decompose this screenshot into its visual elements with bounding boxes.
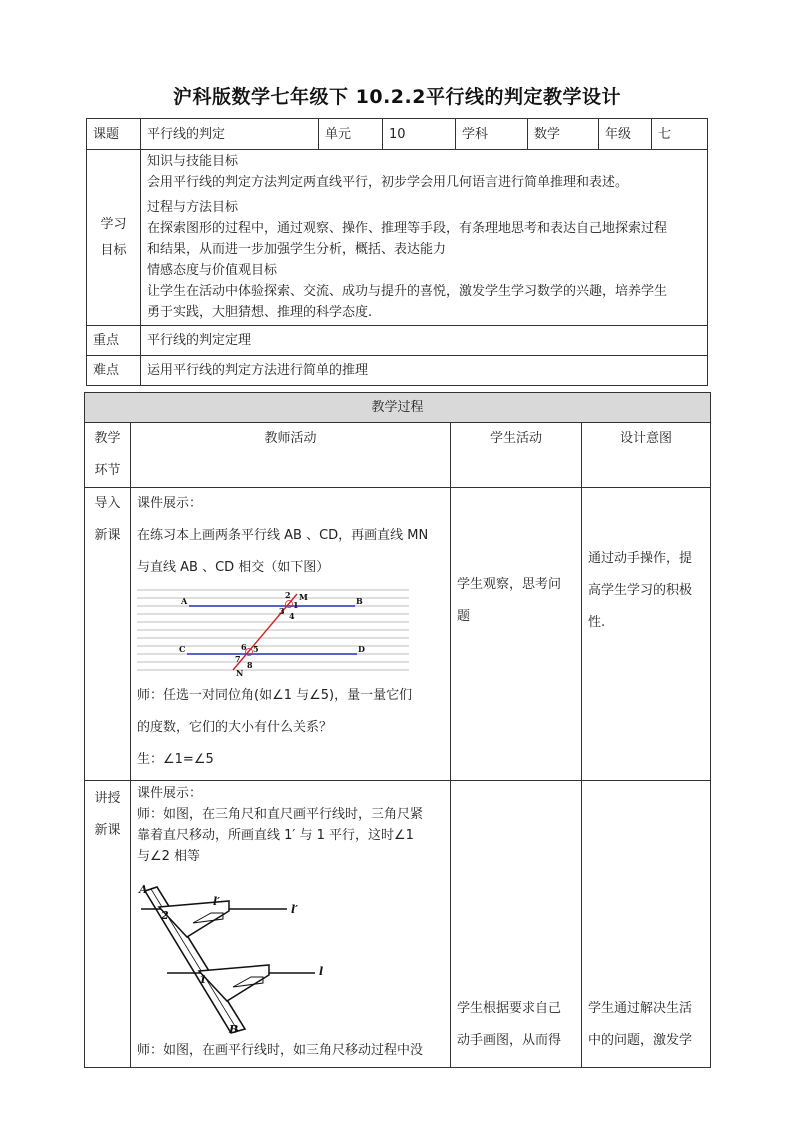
course-label: 课题 — [87, 119, 141, 150]
svg-text:7: 7 — [235, 654, 241, 664]
svg-text:l: l — [319, 965, 324, 978]
svg-text:l′: l′ — [291, 903, 299, 916]
goal-line: 会用平行线的判定方法判定两直线平行，初步学会用几何语言进行简单推理和表述。 — [147, 175, 629, 190]
course-value: 平行线的判定 — [141, 119, 319, 150]
design-intent-intro: 通过动手操作，提 高学生学习的积极 性. — [582, 488, 711, 781]
svg-text:N: N — [236, 668, 244, 678]
goal-line: 勇于实践，大胆猜想、推理的科学态度. — [147, 305, 373, 320]
svg-text:1: 1 — [199, 973, 207, 986]
svg-text:4: 4 — [289, 611, 295, 621]
svg-text:C: C — [179, 644, 186, 654]
goal-line: 知识与技能目标 — [147, 154, 239, 169]
svg-text:8: 8 — [247, 660, 253, 670]
difficulty-value: 运用平行线的判定方法进行简单的推理 — [141, 356, 708, 386]
unit-label: 单元 — [319, 119, 383, 150]
key-point-label: 重点 — [87, 326, 141, 356]
svg-text:5: 5 — [253, 644, 259, 654]
teacher-activity-intro: 课件展示： 在练习本上画两条平行线 AB 、CD，再画直线 MN 与直线 AB 、CD 相交（如下图） A B C D M N 2 1 3 4 6 5 7 8 师：任选一对同位角(如∠1 与∠5)，量一量它们 的度数，它们的大小有什么关系？ 生：∠1=∠5 — [131, 488, 451, 781]
lesson-info-table — [86, 118, 708, 386]
svg-text:2: 2 — [285, 590, 291, 600]
grade-label: 年级 — [599, 119, 652, 150]
goal-line: 和结果，从而进一步加强学生分析，概括、表达能力 — [147, 242, 447, 257]
svg-text:M: M — [299, 592, 308, 602]
difficulty-label: 难点 — [87, 356, 141, 386]
svg-text:B: B — [356, 596, 363, 606]
goal-line: 在探索图形的过程中，通过观察、操作、推理等手段，有条理地思考和表达自己地探索过程 — [147, 221, 668, 236]
svg-text:l′: l′ — [213, 895, 221, 908]
page-title: 沪科版数学七年级下 10.2.2平行线的判定教学设计 — [173, 86, 621, 108]
goals-content — [141, 150, 708, 326]
grade-value: 七 — [652, 119, 708, 150]
student-activity-intro: 学生观察，思考问 题 — [451, 488, 582, 781]
process-header: 教学过程 — [85, 393, 711, 423]
goal-line: 过程与方法目标 — [147, 200, 239, 215]
svg-text:3: 3 — [279, 606, 285, 616]
col-stage: 教学 环节 — [85, 423, 131, 488]
col-intent: 设计意图 — [582, 423, 711, 488]
goal-line: 情感态度与价值观目标 — [147, 263, 278, 278]
svg-text:A: A — [181, 596, 188, 606]
subject-value: 数学 — [528, 119, 599, 150]
svg-text:6: 6 — [241, 642, 247, 652]
student-activity-lecture: 学生根据要求自己 动手画图，从而得 — [451, 781, 582, 1068]
col-teacher: 教师活动 — [131, 423, 451, 488]
teacher-activity-lecture: 课件展示： 师：如图，在三角尺和直尺画平行线时，三角尺紧 靠着直尺移动，所画直线 1′ 与 1 平行，这时∠1 与∠2 相等 A B l′ l′ l 2 1 师：如图，在画平行线时，如三角尺移动过程中没 — [131, 781, 451, 1068]
subject-label: 学科 — [456, 119, 528, 150]
teaching-process-table — [84, 392, 711, 1068]
svg-text:1: 1 — [293, 600, 299, 610]
svg-text:D: D — [358, 644, 365, 654]
stage-lecture: 讲授 新课 — [85, 781, 131, 1068]
goal-line: 让学生在活动中体验探索、交流、成功与提升的喜悦，激发学生学习数学的兴趣，培养学生 — [147, 284, 668, 299]
svg-text:2: 2 — [161, 909, 169, 922]
svg-text:A: A — [139, 883, 148, 896]
goals-label: 学习 目标 — [87, 150, 141, 326]
design-intent-lecture: 学生通过解决生活 中的问题，激发学 — [582, 781, 711, 1068]
stage-intro: 导入 新课 — [85, 488, 131, 781]
col-student: 学生活动 — [451, 423, 582, 488]
svg-text:B: B — [229, 1023, 239, 1035]
key-point-value: 平行线的判定定理 — [141, 326, 708, 356]
triangle-ruler-figure — [137, 883, 327, 1035]
parallel-lines-figure — [137, 586, 411, 678]
unit-value: 10 — [383, 119, 456, 150]
